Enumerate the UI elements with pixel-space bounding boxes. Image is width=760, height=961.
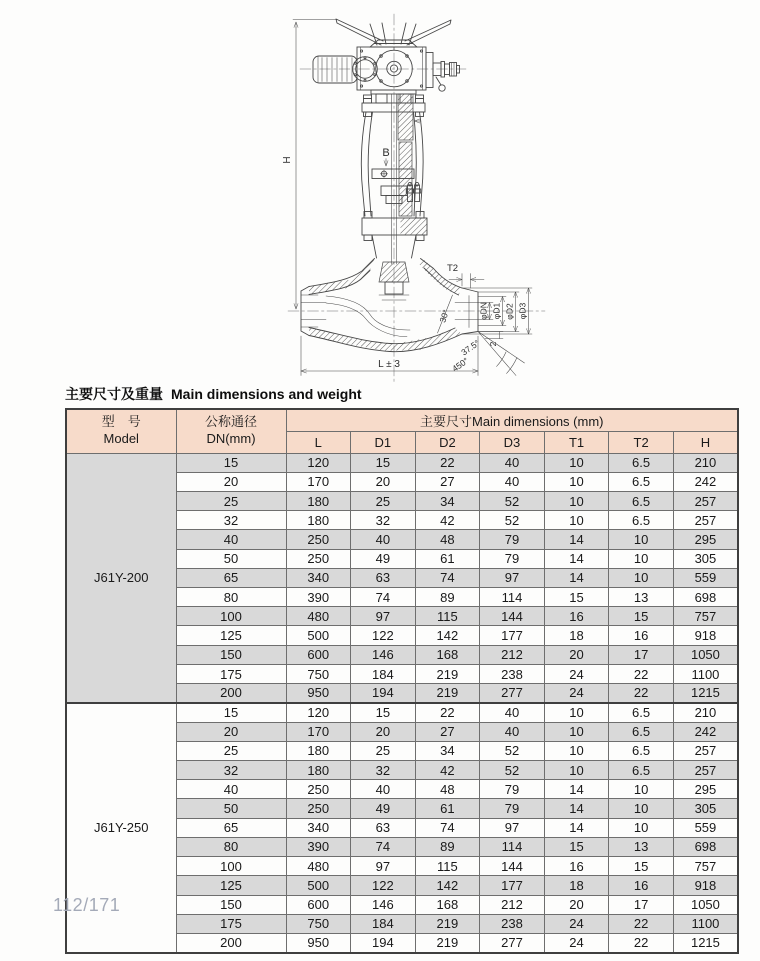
cell-d1: 32 bbox=[351, 511, 416, 530]
dim-label-d2: φD2 bbox=[504, 303, 515, 320]
cell-d2: 219 bbox=[415, 914, 480, 933]
declutch-lever bbox=[436, 77, 445, 91]
cell-d3: 40 bbox=[480, 453, 545, 472]
cell-h: 757 bbox=[673, 607, 738, 626]
cell-d3: 79 bbox=[480, 799, 545, 818]
cell-d1: 122 bbox=[351, 626, 416, 645]
cell-d2: 219 bbox=[415, 684, 480, 703]
header-col-d3: D3 bbox=[480, 431, 545, 453]
cell-t2: 22 bbox=[609, 664, 674, 683]
centerlines bbox=[288, 14, 545, 383]
cell-d1: 146 bbox=[351, 645, 416, 664]
header-dn-zh: 公称通径 bbox=[204, 414, 257, 430]
cell-t2: 15 bbox=[609, 857, 674, 876]
cell-l: 180 bbox=[286, 511, 351, 530]
header-model-en: Model bbox=[103, 431, 139, 447]
section-title-zh: 主要尺寸及重量 bbox=[65, 386, 163, 402]
cell-d3: 52 bbox=[480, 511, 545, 530]
cell-t2: 22 bbox=[609, 914, 674, 933]
cell-dn: 32 bbox=[176, 761, 286, 780]
cell-l: 950 bbox=[286, 684, 351, 703]
cell-l: 250 bbox=[286, 799, 351, 818]
cell-d1: 74 bbox=[351, 837, 416, 856]
cell-d2: 142 bbox=[415, 876, 480, 895]
cell-dn: 15 bbox=[176, 453, 286, 472]
header-col-t2: T2 bbox=[609, 431, 674, 453]
dim-label-angle45: 450° bbox=[450, 355, 471, 374]
cell-d1: 49 bbox=[351, 799, 416, 818]
cell-d2: 89 bbox=[415, 588, 480, 607]
cell-d3: 40 bbox=[480, 472, 545, 491]
cell-h: 295 bbox=[673, 530, 738, 549]
cell-d1: 146 bbox=[351, 895, 416, 914]
table-row bbox=[66, 703, 738, 722]
cell-t1: 18 bbox=[544, 626, 609, 645]
cell-d3: 79 bbox=[480, 530, 545, 549]
cell-t2: 10 bbox=[609, 530, 674, 549]
cell-t2: 17 bbox=[609, 645, 674, 664]
header-model-zh: 型 号 bbox=[101, 414, 141, 430]
cell-d2: 48 bbox=[415, 530, 480, 549]
cell-h: 918 bbox=[673, 876, 738, 895]
cell-h: 559 bbox=[673, 818, 738, 837]
cell-t2: 6.5 bbox=[609, 491, 674, 510]
cell-t1: 14 bbox=[544, 780, 609, 799]
cell-t2: 10 bbox=[609, 818, 674, 837]
cell-t1: 24 bbox=[544, 933, 609, 952]
cell-l: 480 bbox=[286, 607, 351, 626]
cell-dn: 40 bbox=[176, 780, 286, 799]
cell-d2: 115 bbox=[415, 607, 480, 626]
cell-d1: 63 bbox=[351, 568, 416, 587]
dim-label-length: L ± 3 bbox=[378, 359, 400, 370]
model-cell: J61Y-250 bbox=[66, 703, 176, 953]
cell-t1: 24 bbox=[544, 914, 609, 933]
cell-dn: 50 bbox=[176, 549, 286, 568]
cell-h: 242 bbox=[673, 722, 738, 741]
header-dn-en: DN(mm) bbox=[206, 431, 256, 447]
cell-d2: 22 bbox=[415, 703, 480, 722]
cell-d2: 168 bbox=[415, 645, 480, 664]
cell-dn: 175 bbox=[176, 664, 286, 683]
cell-l: 750 bbox=[286, 914, 351, 933]
cell-dn: 20 bbox=[176, 472, 286, 491]
header-main-dimensions: 主要尺寸Main dimensions (mm) bbox=[286, 409, 738, 431]
cell-h: 257 bbox=[673, 741, 738, 760]
cell-t2: 13 bbox=[609, 588, 674, 607]
cell-t2: 13 bbox=[609, 837, 674, 856]
dim-label-angle30: 30° bbox=[437, 308, 451, 324]
cell-t2: 6.5 bbox=[609, 741, 674, 760]
cell-d3: 144 bbox=[480, 607, 545, 626]
cell-dn: 125 bbox=[176, 626, 286, 645]
dim-label-h: H bbox=[282, 156, 293, 164]
cell-l: 170 bbox=[286, 722, 351, 741]
cell-l: 180 bbox=[286, 491, 351, 510]
cell-l: 390 bbox=[286, 588, 351, 607]
cell-d3: 238 bbox=[480, 914, 545, 933]
cell-d3: 238 bbox=[480, 664, 545, 683]
cell-d3: 97 bbox=[480, 818, 545, 837]
cell-t1: 10 bbox=[544, 491, 609, 510]
cell-t2: 17 bbox=[609, 895, 674, 914]
header-col-t1: T1 bbox=[544, 431, 609, 453]
cell-d1: 97 bbox=[351, 607, 416, 626]
cell-d3: 114 bbox=[480, 588, 545, 607]
dimensions-table bbox=[65, 408, 739, 954]
cell-t1: 15 bbox=[544, 837, 609, 856]
cell-l: 500 bbox=[286, 626, 351, 645]
cell-d1: 25 bbox=[351, 491, 416, 510]
cell-t2: 10 bbox=[609, 549, 674, 568]
cell-h: 559 bbox=[673, 568, 738, 587]
cell-d1: 194 bbox=[351, 684, 416, 703]
cell-d2: 142 bbox=[415, 626, 480, 645]
cell-t1: 10 bbox=[544, 511, 609, 530]
cell-d1: 63 bbox=[351, 818, 416, 837]
cell-dn: 32 bbox=[176, 511, 286, 530]
cell-t1: 24 bbox=[544, 664, 609, 683]
dim-label-d3: φD3 bbox=[517, 302, 528, 320]
cell-dn: 65 bbox=[176, 818, 286, 837]
cell-d1: 15 bbox=[351, 453, 416, 472]
cell-h: 210 bbox=[673, 453, 738, 472]
cell-h: 257 bbox=[673, 761, 738, 780]
cell-d1: 184 bbox=[351, 664, 416, 683]
cell-t1: 15 bbox=[544, 588, 609, 607]
dim-label-dn: φDN bbox=[478, 302, 489, 320]
cell-t1: 10 bbox=[544, 703, 609, 722]
cell-h: 698 bbox=[673, 588, 738, 607]
dim-label-land: 2 bbox=[488, 341, 498, 347]
cell-dn: 20 bbox=[176, 722, 286, 741]
cell-d1: 184 bbox=[351, 914, 416, 933]
cell-d2: 74 bbox=[415, 818, 480, 837]
header-col-d1: D1 bbox=[351, 431, 416, 453]
cell-d1: 20 bbox=[351, 722, 416, 741]
actuator-output-shaft bbox=[426, 53, 460, 88]
cell-d3: 114 bbox=[480, 837, 545, 856]
cell-l: 480 bbox=[286, 857, 351, 876]
cell-l: 340 bbox=[286, 818, 351, 837]
cell-d2: 89 bbox=[415, 837, 480, 856]
cell-d2: 27 bbox=[415, 722, 480, 741]
cell-d1: 32 bbox=[351, 761, 416, 780]
cell-d2: 34 bbox=[415, 741, 480, 760]
cell-t2: 6.5 bbox=[609, 511, 674, 530]
cell-h: 757 bbox=[673, 857, 738, 876]
cell-d3: 52 bbox=[480, 761, 545, 780]
cell-d3: 79 bbox=[480, 780, 545, 799]
cell-d1: 49 bbox=[351, 549, 416, 568]
cell-dn: 100 bbox=[176, 857, 286, 876]
cell-h: 210 bbox=[673, 703, 738, 722]
cell-l: 600 bbox=[286, 645, 351, 664]
header-col-l: L bbox=[286, 431, 351, 453]
cell-d1: 122 bbox=[351, 876, 416, 895]
cell-t2: 10 bbox=[609, 568, 674, 587]
cell-d2: 48 bbox=[415, 780, 480, 799]
section-title-en: Main dimensions and weight bbox=[171, 386, 362, 402]
table-row bbox=[66, 453, 738, 472]
header-col-h: H bbox=[673, 431, 738, 453]
cell-dn: 150 bbox=[176, 895, 286, 914]
cell-d3: 177 bbox=[480, 626, 545, 645]
cell-d2: 219 bbox=[415, 933, 480, 952]
disc-seat bbox=[379, 262, 409, 300]
cell-d3: 277 bbox=[480, 933, 545, 952]
cell-d1: 97 bbox=[351, 857, 416, 876]
cell-l: 180 bbox=[286, 761, 351, 780]
cell-t1: 14 bbox=[544, 530, 609, 549]
valve-technical-drawing bbox=[0, 0, 760, 396]
cell-h: 257 bbox=[673, 491, 738, 510]
cell-d2: 27 bbox=[415, 472, 480, 491]
section-title bbox=[65, 384, 362, 404]
cell-dn: 175 bbox=[176, 914, 286, 933]
header-dn bbox=[176, 409, 286, 453]
cell-dn: 65 bbox=[176, 568, 286, 587]
cell-dn: 25 bbox=[176, 491, 286, 510]
dim-label-angle375: 37.5° bbox=[459, 337, 482, 358]
dimensions-table-body bbox=[66, 453, 738, 953]
cell-d2: 74 bbox=[415, 568, 480, 587]
cell-d3: 212 bbox=[480, 645, 545, 664]
cell-l: 120 bbox=[286, 453, 351, 472]
cell-h: 242 bbox=[673, 472, 738, 491]
cell-t2: 15 bbox=[609, 607, 674, 626]
cell-d1: 40 bbox=[351, 780, 416, 799]
dim-label-t2: T2 bbox=[446, 263, 459, 274]
cell-h: 918 bbox=[673, 626, 738, 645]
cell-dn: 25 bbox=[176, 741, 286, 760]
cell-d3: 97 bbox=[480, 568, 545, 587]
cell-d2: 34 bbox=[415, 491, 480, 510]
cell-d3: 177 bbox=[480, 876, 545, 895]
cell-d2: 61 bbox=[415, 549, 480, 568]
cell-d3: 40 bbox=[480, 703, 545, 722]
stroke-annotation bbox=[382, 147, 389, 166]
cell-t2: 6.5 bbox=[609, 472, 674, 491]
cell-d3: 52 bbox=[480, 491, 545, 510]
cell-d2: 168 bbox=[415, 895, 480, 914]
cell-l: 250 bbox=[286, 780, 351, 799]
cell-d1: 25 bbox=[351, 741, 416, 760]
cell-l: 250 bbox=[286, 530, 351, 549]
handwheel bbox=[336, 19, 451, 47]
cell-t1: 14 bbox=[544, 549, 609, 568]
cell-t2: 10 bbox=[609, 799, 674, 818]
cell-d1: 40 bbox=[351, 530, 416, 549]
cell-h: 295 bbox=[673, 780, 738, 799]
cell-t2: 6.5 bbox=[609, 761, 674, 780]
cell-h: 1100 bbox=[673, 664, 738, 683]
cell-d3: 40 bbox=[480, 722, 545, 741]
cell-t2: 6.5 bbox=[609, 453, 674, 472]
cell-d2: 42 bbox=[415, 511, 480, 530]
table-header bbox=[66, 409, 738, 453]
cell-l: 340 bbox=[286, 568, 351, 587]
cell-t1: 20 bbox=[544, 645, 609, 664]
cell-d3: 79 bbox=[480, 549, 545, 568]
cell-d3: 277 bbox=[480, 684, 545, 703]
cell-h: 1215 bbox=[673, 933, 738, 952]
cell-d1: 20 bbox=[351, 472, 416, 491]
cell-d1: 74 bbox=[351, 588, 416, 607]
cell-l: 750 bbox=[286, 664, 351, 683]
cell-dn: 100 bbox=[176, 607, 286, 626]
cell-t1: 20 bbox=[544, 895, 609, 914]
cell-h: 305 bbox=[673, 549, 738, 568]
cell-d2: 61 bbox=[415, 799, 480, 818]
cell-t1: 14 bbox=[544, 818, 609, 837]
cell-h: 1215 bbox=[673, 684, 738, 703]
cell-dn: 50 bbox=[176, 799, 286, 818]
cell-h: 257 bbox=[673, 511, 738, 530]
cell-d2: 22 bbox=[415, 453, 480, 472]
cell-dn: 200 bbox=[176, 933, 286, 952]
cell-d3: 144 bbox=[480, 857, 545, 876]
cell-t1: 10 bbox=[544, 741, 609, 760]
cell-h: 1050 bbox=[673, 645, 738, 664]
cell-dn: 15 bbox=[176, 703, 286, 722]
cell-d2: 219 bbox=[415, 664, 480, 683]
cell-dn: 150 bbox=[176, 645, 286, 664]
bonnet-flange bbox=[362, 212, 427, 259]
cell-h: 698 bbox=[673, 837, 738, 856]
cell-dn: 200 bbox=[176, 684, 286, 703]
cell-t1: 10 bbox=[544, 472, 609, 491]
dim-label-d1: φD1 bbox=[491, 302, 502, 320]
cell-t1: 14 bbox=[544, 568, 609, 587]
cell-dn: 80 bbox=[176, 837, 286, 856]
header-model bbox=[66, 409, 176, 453]
cell-t2: 10 bbox=[609, 780, 674, 799]
cell-l: 600 bbox=[286, 895, 351, 914]
cell-l: 390 bbox=[286, 837, 351, 856]
cell-t2: 6.5 bbox=[609, 703, 674, 722]
cell-t2: 16 bbox=[609, 626, 674, 645]
header-col-d2: D2 bbox=[415, 431, 480, 453]
cell-h: 305 bbox=[673, 799, 738, 818]
cell-d1: 194 bbox=[351, 933, 416, 952]
cell-t2: 6.5 bbox=[609, 722, 674, 741]
cell-d2: 42 bbox=[415, 761, 480, 780]
page-number: 112/171 bbox=[53, 895, 121, 915]
cell-t1: 14 bbox=[544, 799, 609, 818]
cell-d1: 15 bbox=[351, 703, 416, 722]
cell-h: 1050 bbox=[673, 895, 738, 914]
cell-dn: 125 bbox=[176, 876, 286, 895]
cell-l: 120 bbox=[286, 703, 351, 722]
cell-l: 250 bbox=[286, 549, 351, 568]
cell-dn: 80 bbox=[176, 588, 286, 607]
cell-t2: 16 bbox=[609, 876, 674, 895]
cell-l: 180 bbox=[286, 741, 351, 760]
cell-t2: 22 bbox=[609, 933, 674, 952]
cell-t1: 16 bbox=[544, 607, 609, 626]
actuator-motor bbox=[313, 56, 357, 83]
cell-t1: 16 bbox=[544, 857, 609, 876]
cell-t1: 10 bbox=[544, 722, 609, 741]
cell-l: 950 bbox=[286, 933, 351, 952]
cell-h: 1100 bbox=[673, 914, 738, 933]
cell-d3: 212 bbox=[480, 895, 545, 914]
cell-d2: 115 bbox=[415, 857, 480, 876]
cell-l: 170 bbox=[286, 472, 351, 491]
model-cell: J61Y-200 bbox=[66, 453, 176, 703]
cell-d3: 52 bbox=[480, 741, 545, 760]
cell-t1: 24 bbox=[544, 684, 609, 703]
cell-t1: 10 bbox=[544, 761, 609, 780]
dim-label-b: B bbox=[382, 147, 390, 159]
cell-l: 500 bbox=[286, 876, 351, 895]
cell-t1: 10 bbox=[544, 453, 609, 472]
cell-t2: 22 bbox=[609, 684, 674, 703]
cell-dn: 40 bbox=[176, 530, 286, 549]
cell-t1: 18 bbox=[544, 876, 609, 895]
